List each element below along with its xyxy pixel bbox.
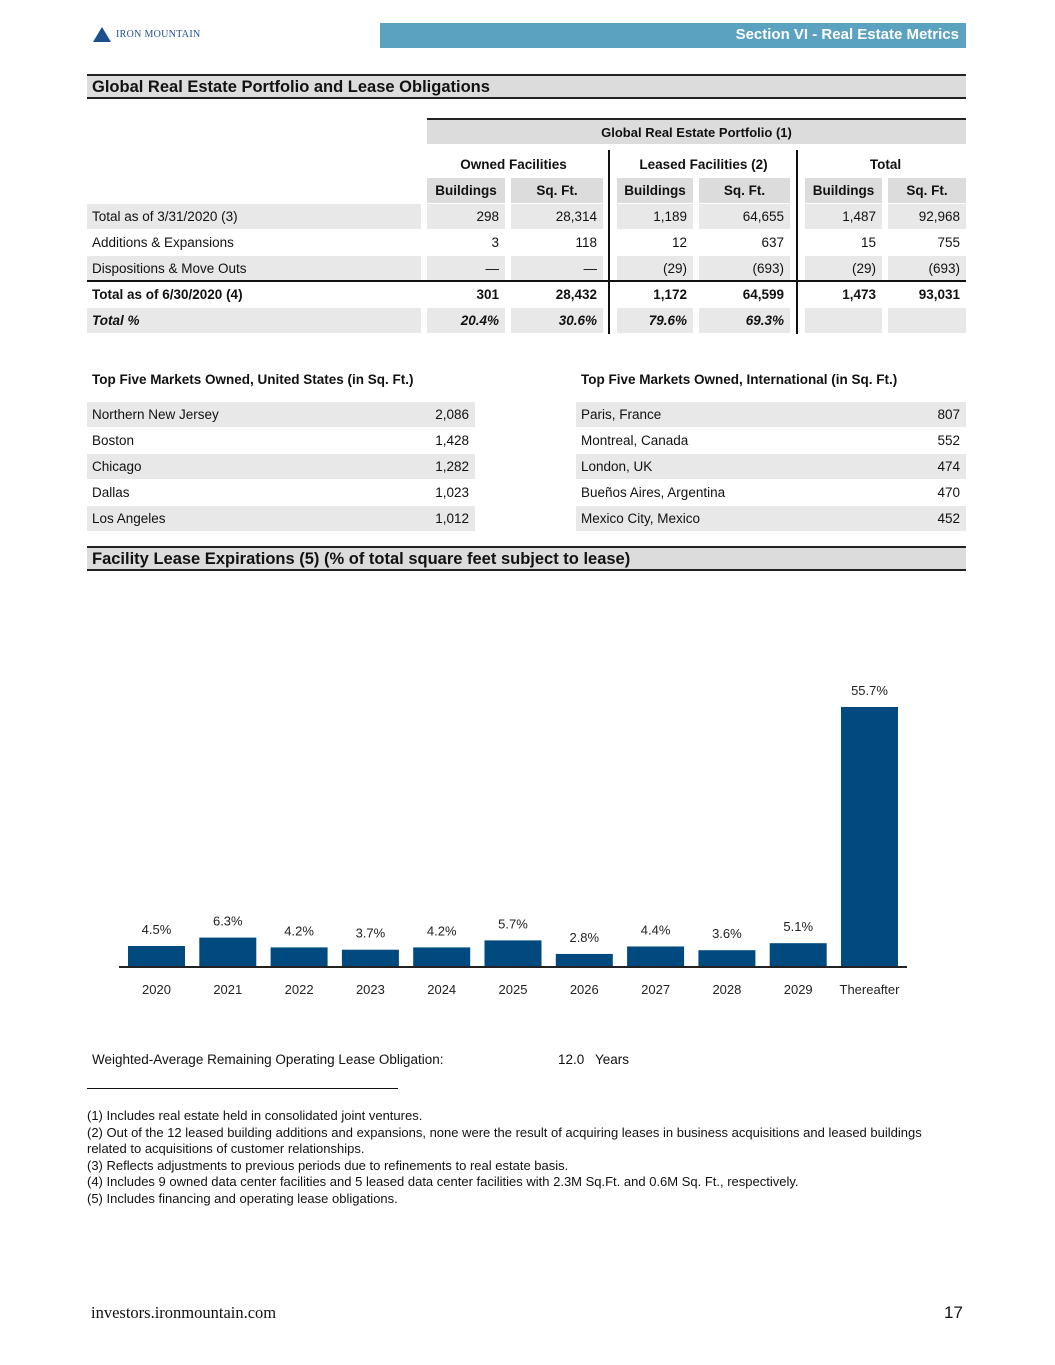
us-markets-title: Top Five Markets Owned, United States (in Sq. Ft.) <box>92 372 414 387</box>
data-label: 2.8% <box>569 929 600 945</box>
footer-website-link[interactable]: investors.ironmountain.com <box>91 1303 277 1322</box>
market-name: Paris, France <box>581 407 662 422</box>
table-row-label: Dispositions & Move Outs <box>87 256 421 281</box>
table-cell: 118 <box>575 235 597 250</box>
col-owned-buildings: Buildings <box>427 178 505 203</box>
table-cell: 12 <box>671 235 687 250</box>
weighted-average-value: 12.0 <box>558 1052 585 1067</box>
bar-2021 <box>199 938 256 967</box>
market-name: Chicago <box>92 459 142 474</box>
market-value: 1,023 <box>435 485 469 500</box>
group-total: Total <box>869 157 902 172</box>
x-tick-label: 2021 <box>213 982 243 997</box>
market-name: Mexico City, Mexico <box>581 511 701 526</box>
table-cell: (29) <box>617 256 693 281</box>
market-value: 474 <box>937 459 960 474</box>
table-cell: — <box>511 256 603 281</box>
table-cell: 93,031 <box>918 287 960 302</box>
market-name: Montreal, Canada <box>581 433 689 448</box>
table-cell: 28,432 <box>555 287 597 302</box>
bar-2027 <box>627 946 684 967</box>
footnote-1: (1) Includes real estate held in consolidated joint ventures. <box>87 1108 423 1123</box>
table-cell: 637 <box>761 235 784 250</box>
table-cell: 30.6% <box>511 308 603 333</box>
col-total-buildings: Buildings <box>805 178 882 203</box>
table-cell: 28,314 <box>511 204 603 229</box>
market-value: 452 <box>937 511 960 526</box>
x-tick-label: 2025 <box>498 982 528 997</box>
x-tick-label: 2022 <box>284 982 314 997</box>
portfolio-heading: Global Real Estate Portfolio and Lease Obligations <box>87 74 966 99</box>
footnote-5: (5) Includes financing and operating lease obligations. <box>87 1190 398 1206</box>
x-tick-label: 2023 <box>355 982 385 997</box>
col-owned-sqft: Sq. Ft. <box>511 178 603 203</box>
table-cell: 3 <box>491 235 499 250</box>
market-value: 470 <box>937 485 960 500</box>
group-owned: Owned Facilities <box>460 157 567 172</box>
col-leased-sqft: Sq. Ft. <box>699 178 790 203</box>
x-tick-label: 2026 <box>569 982 599 997</box>
bar-thereafter <box>841 707 898 967</box>
data-label: 4.2% <box>426 923 457 939</box>
lease-expirations-heading: Facility Lease Expirations (5) (% of total square feet subject to lease) <box>87 546 966 571</box>
table-cell: (693) <box>699 256 790 281</box>
table-cell: 20.4% <box>427 308 505 333</box>
market-value: 807 <box>937 407 960 422</box>
footnote-4: (4) Includes 9 owned data center facilities and 5 leased data center facilities with 2.3M Sq.Ft. and 0.6M Sq. Ft., respectively. <box>87 1174 799 1189</box>
table-cell: (29) <box>805 256 882 281</box>
table-row-label: Total as of 3/31/2020 (3) <box>87 204 421 229</box>
section-banner: Section VI - Real Estate Metrics <box>380 23 966 48</box>
col-leased-buildings: Buildings <box>617 178 693 203</box>
market-name: Northern New Jersey <box>92 407 219 422</box>
data-label: 5.7% <box>498 916 528 932</box>
data-label: 55.7% <box>851 683 888 698</box>
table-cell: (693) <box>888 256 966 281</box>
x-tick-label: 2029 <box>783 982 813 997</box>
footnote-2: (2) Out of the 12 leased building additions and expansions, none were the result of acquiring leases in business acquisitions and leased buildings related to acquisitions of customer relationships. <box>87 1124 922 1156</box>
market-value: 1,012 <box>435 511 469 526</box>
table-cell: 1,473 <box>842 287 876 302</box>
table-row-label: Additions & Expansions <box>92 235 234 250</box>
table-cell: 298 <box>427 204 505 229</box>
market-name: Dallas <box>92 485 130 500</box>
table-cell: 15 <box>860 235 876 250</box>
x-tick-label: 2020 <box>142 982 171 997</box>
table-cell: 755 <box>937 235 960 250</box>
data-label: 3.7% <box>355 925 386 941</box>
x-tick-label: 2024 <box>427 982 457 997</box>
table-cell: 79.6% <box>617 308 693 333</box>
bar-2026 <box>556 954 613 967</box>
data-label: 5.1% <box>783 919 814 935</box>
market-name: Los Angeles <box>92 511 166 526</box>
table-cell: 64,599 <box>742 287 784 302</box>
intl-markets-title: Top Five Markets Owned, International (in Sq. Ft.) <box>581 372 898 387</box>
table-cell: 1,172 <box>653 287 687 302</box>
data-label: 3.6% <box>712 926 742 942</box>
bars-group <box>128 683 900 997</box>
market-name: Boston <box>92 433 135 448</box>
table-cell: 64,655 <box>699 204 790 229</box>
market-value: 1,428 <box>435 433 469 448</box>
market-value: 552 <box>937 433 960 448</box>
market-name: London, UK <box>581 459 653 474</box>
table-row-label: Total as of 6/30/2020 (4) <box>92 287 243 302</box>
table-cell: 69.3% <box>699 308 790 333</box>
col-total-sqft: Sq. Ft. <box>888 178 966 203</box>
table-cell: — <box>427 256 505 281</box>
data-label: 4.4% <box>640 922 671 938</box>
x-tick-label: 2027 <box>641 982 671 997</box>
logo-text: IRON MOUNTAIN <box>116 29 201 40</box>
footnote-divider <box>87 1088 398 1089</box>
table-cell: 1,189 <box>617 204 693 229</box>
bar-2029 <box>770 943 827 967</box>
bar-2023 <box>342 950 399 967</box>
market-value: 2,086 <box>435 407 469 422</box>
table-row-label: Total % <box>87 308 421 333</box>
market-name: Bueños Aires, Argentina <box>581 485 726 500</box>
bar-2020 <box>128 946 185 967</box>
market-value: 1,282 <box>435 459 469 474</box>
x-tick-label: 2028 <box>712 982 742 997</box>
bar-2025 <box>485 940 542 967</box>
bar-2022 <box>271 947 328 967</box>
x-tick-label: Thereafter <box>839 982 900 997</box>
bar-2028 <box>698 950 755 967</box>
portfolio-table-title: Global Real Estate Portfolio (1) <box>427 118 966 144</box>
data-label: 4.5% <box>141 921 172 937</box>
bar-2024 <box>413 947 470 967</box>
group-leased: Leased Facilities (2) <box>639 157 768 172</box>
table-cell: 301 <box>476 287 499 302</box>
weighted-average-label: Weighted-Average Remaining Operating Lease Obligation: <box>92 1052 444 1067</box>
data-label: 6.3% <box>212 913 243 929</box>
footnote-3: (3) Reflects adjustments to previous periods due to refinements to real estate basis. <box>87 1157 569 1173</box>
data-label: 4.2% <box>284 923 314 939</box>
table-cell: 92,968 <box>888 204 966 229</box>
table-cell: 1,487 <box>805 204 882 229</box>
page-number: 17 <box>944 1303 963 1322</box>
weighted-average-unit: Years <box>595 1052 630 1067</box>
